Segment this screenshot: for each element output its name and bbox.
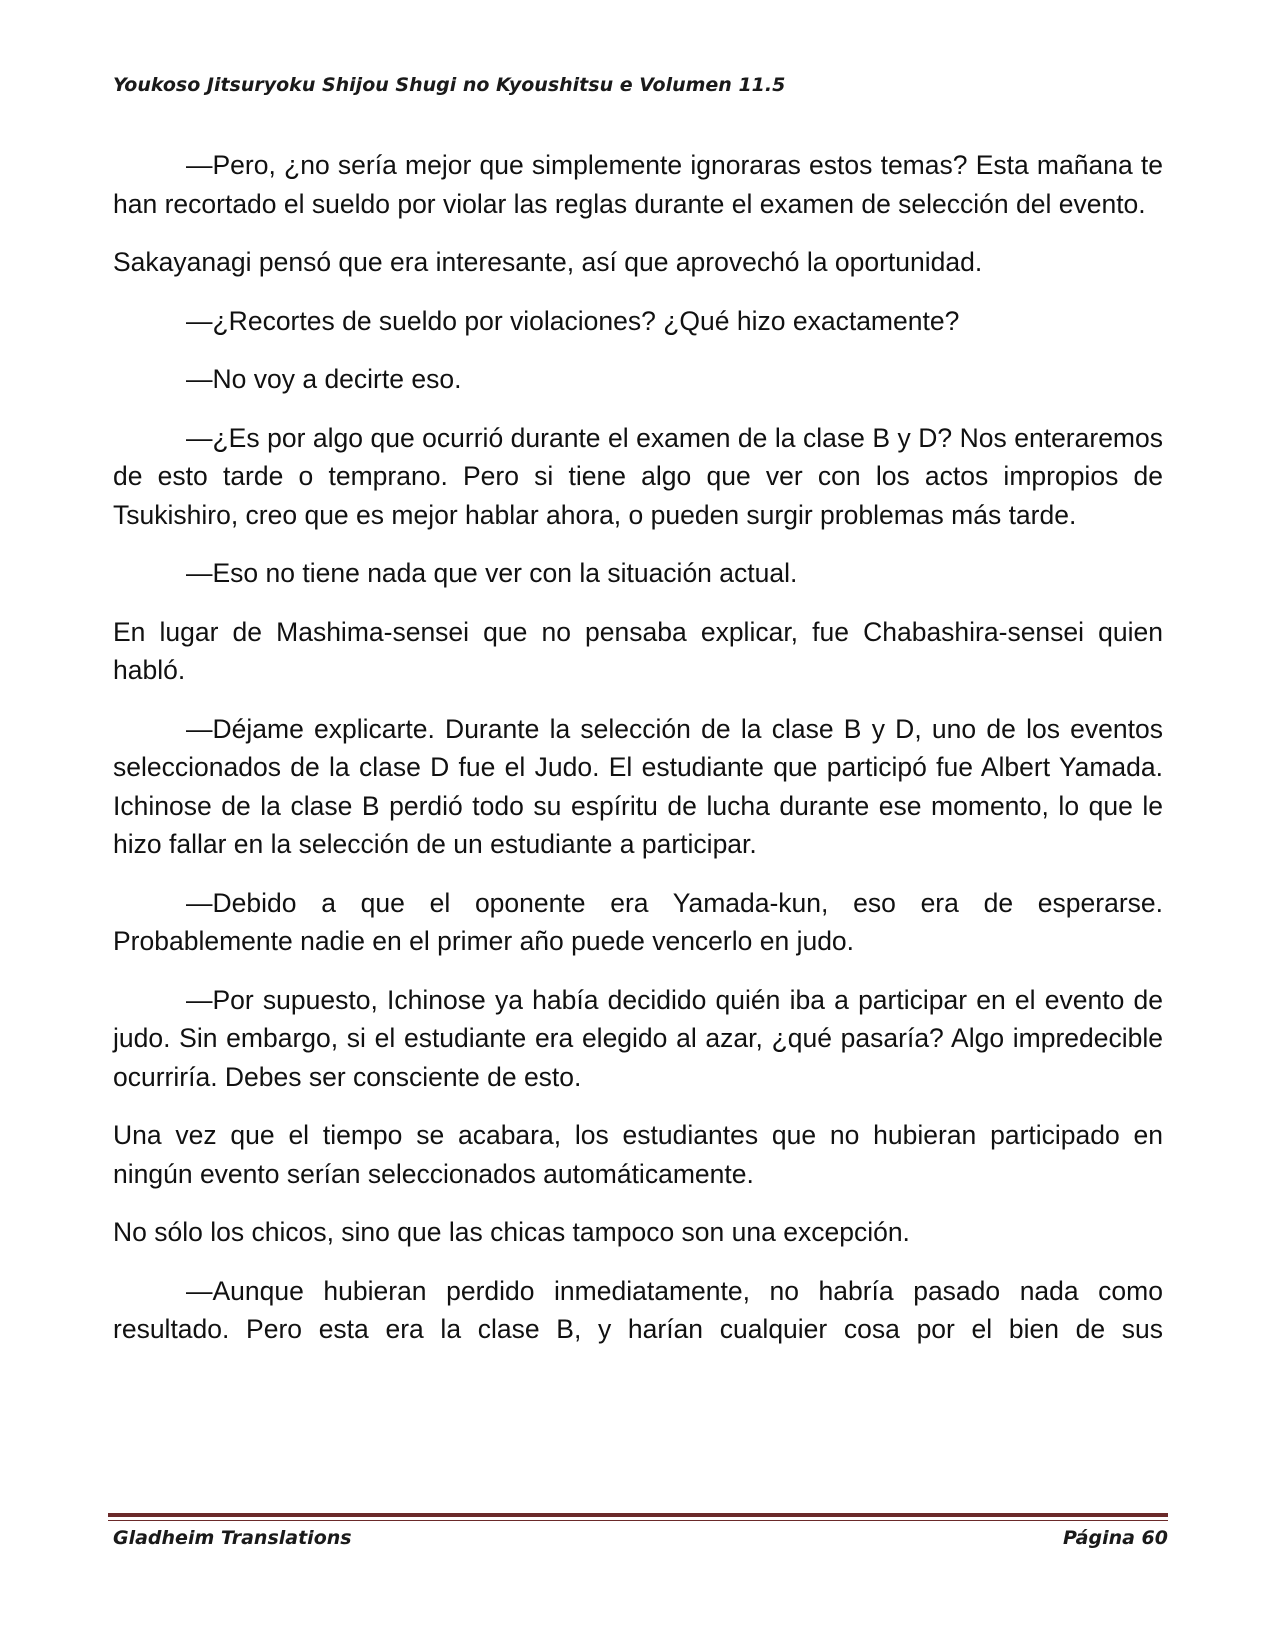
- paragraph: —Pero, ¿no sería mejor que simplemente ignoraras estos temas? Esta mañana te han recortado el sueldo por violar las reglas durante el examen de selección del evento.: [113, 150, 1163, 219]
- paragraph: —Eso no tiene nada que ver con la situación actual.: [186, 558, 798, 588]
- paragraph: —Debido a que el oponente era Yamada-kun, eso era de esperarse. Probablemente nadie en el primer año puede vencerlo en judo.: [113, 887, 1163, 956]
- body-text: [113, 146, 1163, 1349]
- footer-translator: Gladheim Translations: [113, 1527, 352, 1549]
- paragraph: —Déjame explicarte. Durante la selección de la clase B y D, uno de los eventos seleccionados de la clase D fue el Judo. El estudiante que participó fue Albert Yamada. Ichinose de la clase B perdió todo su espíritu de lucha durante ese momento, lo que le hizo fallar en la selección de un estudiante a participar.: [113, 713, 1163, 859]
- paragraph: En lugar de Mashima-sensei que no pensaba explicar, fue Chabashira-sensei quien habló.: [113, 616, 1163, 685]
- paragraph: Sakayanagi pensó que era interesante, así que aprovechó la oportunidad.: [113, 247, 983, 277]
- page-number: Página 60: [1062, 1527, 1168, 1549]
- paragraph: —No voy a decirte eso.: [186, 364, 462, 394]
- paragraph: —Por supuesto, Ichinose ya había decidido quién iba a participar en el evento de judo. Sin embargo, si el estudiante era elegido al azar, ¿qué pasaría? Algo impredecible ocurriría. Debes ser consciente de esto.: [113, 984, 1163, 1092]
- paragraph: No sólo los chicos, sino que las chicas tampoco son una excepción.: [113, 1217, 910, 1247]
- paragraph: —¿Es por algo que ocurrió durante el examen de la clase B y D? Nos enteraremos de esto tarde o temprano. Pero si tiene algo que ver con los actos impropios de Tsukishiro, creo que es mejor hablar ahora, o pueden surgir problemas más tarde.: [113, 422, 1163, 530]
- running-header: Youkoso Jitsuryoku Shijou Shugi no Kyoushitsu e Volumen 11.5: [113, 74, 786, 96]
- paragraph: Una vez que el tiempo se acabara, los estudiantes que no hubieran participado en ningún evento serían seleccionados automáticamente.: [113, 1120, 1163, 1189]
- footer-divider: [108, 1513, 1168, 1517]
- paragraph: —Aunque hubieran perdido inmediatamente, no habría pasado nada como resultado. Pero esta era la clase B, y harían cualquier cosa por el bien de sus: [113, 1275, 1163, 1344]
- paragraph: —¿Recortes de sueldo por violaciones? ¿Qué hizo exactamente?: [186, 305, 960, 336]
- footer-divider-thin: [108, 1520, 1168, 1521]
